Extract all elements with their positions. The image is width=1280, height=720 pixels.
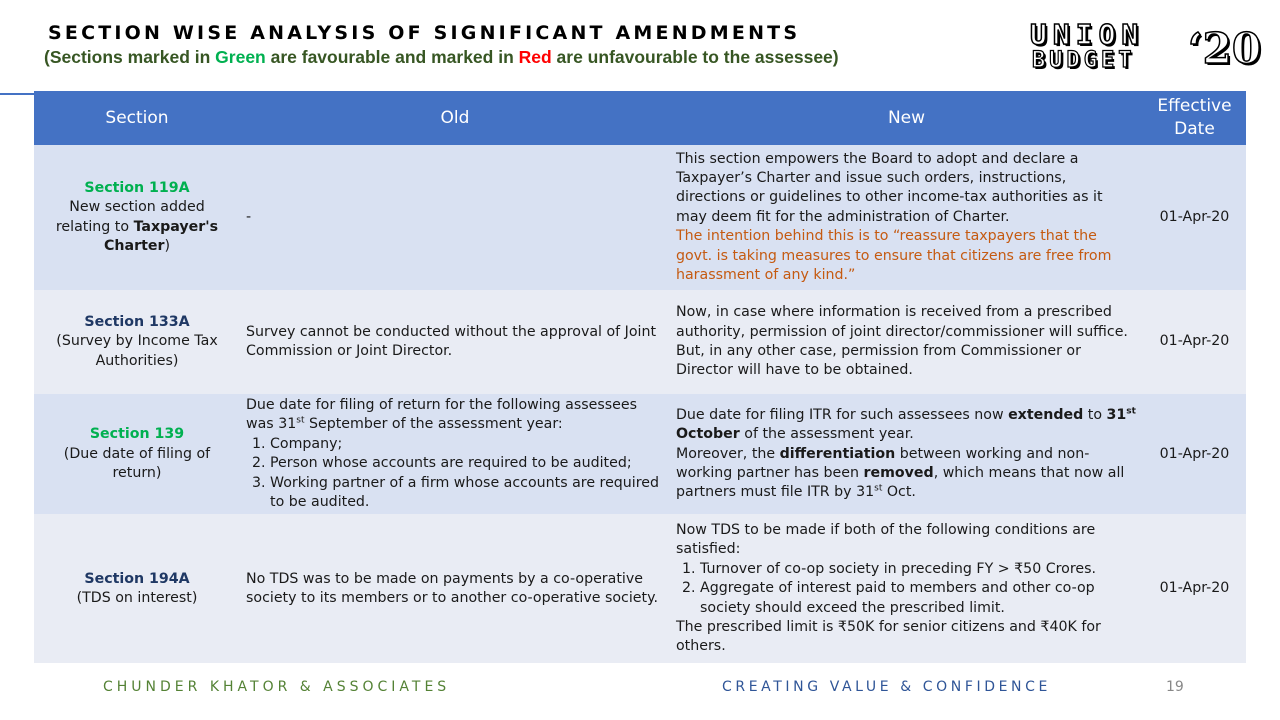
new-cell: [670, 514, 1143, 663]
subtitle-green: Green: [215, 47, 266, 67]
header-old: Old: [240, 91, 670, 145]
date-cell: 01-Apr-20: [1143, 394, 1246, 514]
section-name: Section 194A: [84, 570, 190, 587]
section-desc: [40, 198, 234, 256]
new-cell: [670, 290, 1143, 394]
subtitle-red: Red: [518, 47, 552, 67]
old-intro: [246, 396, 664, 435]
new-outro: The prescribed limit is ₹50K for senior citizens and ₹40K for others.: [676, 619, 1101, 655]
old-cell: No TDS was to be made on payments by a co-operative society to its members or to another co-operative society.: [240, 514, 670, 663]
text-segment: September of the assessment year:: [304, 416, 563, 433]
text-segment: to: [1083, 406, 1107, 423]
page-subtitle: [44, 47, 839, 68]
new-list: [676, 560, 1137, 618]
subtitle-text: (Sections marked in: [44, 47, 216, 67]
new-note: The intention behind this is to “reassure taxpayers that the govt. is taking measures to ensure that citizens are free from harassment of any kind.”: [676, 228, 1112, 284]
section-name: Section 119A: [84, 179, 190, 196]
section-name: Section 139: [89, 426, 185, 443]
text-segment: st: [874, 483, 883, 494]
section-cell: [34, 514, 240, 663]
list-item: 2. Person whose accounts are required to be audited;: [270, 454, 664, 473]
list-item: 3. Working partner of a firm whose accounts are required to be audited.: [270, 474, 664, 513]
old-cell: -: [240, 145, 670, 290]
section-cell: [34, 394, 240, 514]
amendments-table: [34, 91, 1246, 663]
footer-tagline: CREATING VALUE & CONFIDENCE: [722, 679, 1051, 695]
section-name: Section 133A: [84, 313, 190, 330]
accent-line: [0, 93, 36, 95]
text-segment: 31: [1106, 406, 1127, 423]
new-text: [676, 150, 1137, 228]
text-segment: This section empowers the Board to adopt and declare a Taxpayer’s Charter and issue such orders, instructions, directions or guidelines to other income-tax authorities as it may deem fit for the administration of Charter.: [676, 150, 1103, 225]
text-segment: st: [296, 415, 305, 426]
section-desc: [40, 445, 234, 484]
new-text: [676, 406, 1137, 503]
text-segment: Oct.: [882, 484, 916, 501]
new-cell: [670, 394, 1143, 514]
subtitle-text: are unfavourable to the assessee): [551, 47, 839, 67]
logo-line2: BUDGET: [1032, 48, 1136, 73]
text-segment: Now, in case where information is received from a prescribed authority, permission of joint director/commissioner will suffice. But, in any other case, permission from Commissioner or Director will have to be obtained.: [676, 304, 1128, 379]
old-list: [246, 435, 664, 513]
text-segment: ): [164, 237, 171, 254]
text-segment: (TDS on interest): [76, 589, 198, 606]
list-item: 1. Turnover of co-op society in preceding FY > ₹50 Crores.: [700, 560, 1137, 579]
new-cell: [670, 145, 1143, 290]
text-segment: of the assessment year.: [739, 426, 914, 443]
page-number: 19: [1166, 679, 1184, 695]
text-segment: Taxpayer's Charter: [103, 218, 219, 254]
table-row: [34, 514, 1246, 663]
header-section: Section: [34, 91, 240, 145]
text-segment: (Due date of filing of return): [63, 445, 211, 481]
section-cell: [34, 145, 240, 290]
date-cell: 01-Apr-20: [1143, 514, 1246, 663]
text-segment: New section added relating to: [55, 199, 205, 235]
header-effective-date: Effective Date: [1143, 91, 1246, 145]
table-row: [34, 145, 1246, 290]
date-cell: 01-Apr-20: [1143, 145, 1246, 290]
footer-company: CHUNDER KHATOR & ASSOCIATES: [103, 679, 451, 695]
text-segment: differentiation: [779, 445, 896, 462]
header-new: New: [670, 91, 1143, 145]
union-budget-logo: [1030, 18, 1270, 76]
date-cell: 01-Apr-20: [1143, 290, 1246, 394]
text-segment: removed: [863, 464, 934, 481]
text-segment: st: [1126, 405, 1136, 416]
old-cell: Survey cannot be conducted without the approval of Joint Commission or Joint Director.: [240, 290, 670, 394]
text-segment: Moreover, the: [676, 445, 780, 462]
list-item: 1. Company;: [270, 435, 664, 454]
subtitle-text: are favourable and marked in: [265, 47, 519, 67]
text-segment: (Survey by Income Tax Authorities): [56, 333, 218, 369]
section-desc: [40, 589, 234, 608]
text-segment: , which means that now all partners must file ITR by 31: [676, 464, 1125, 501]
text-segment: extended: [1008, 406, 1084, 423]
logo-line1: UNION: [1030, 18, 1145, 51]
new-intro: Now TDS to be made if both of the following conditions are satisfied:: [676, 522, 1096, 558]
text-segment: October: [676, 426, 740, 443]
table-row: [34, 394, 1246, 514]
logo-year: ‘20: [1188, 24, 1262, 73]
table-row: [34, 290, 1246, 394]
text-segment: Due date for filing of return for the following assessees was 31: [246, 397, 638, 433]
old-cell: [240, 394, 670, 514]
page-title: SECTION WISE ANALYSIS OF SIGNIFICANT AMENDMENTS: [48, 22, 801, 44]
section-desc: [40, 332, 234, 371]
section-cell: [34, 290, 240, 394]
new-text: [676, 303, 1137, 381]
text-segment: Due date for filing ITR for such assessees now: [676, 406, 1009, 423]
text-segment: between working and non-working partner has been: [676, 445, 1090, 481]
list-item: 2. Aggregate of interest paid to members and other co-op society should exceed the prescribed limit.: [700, 579, 1137, 618]
